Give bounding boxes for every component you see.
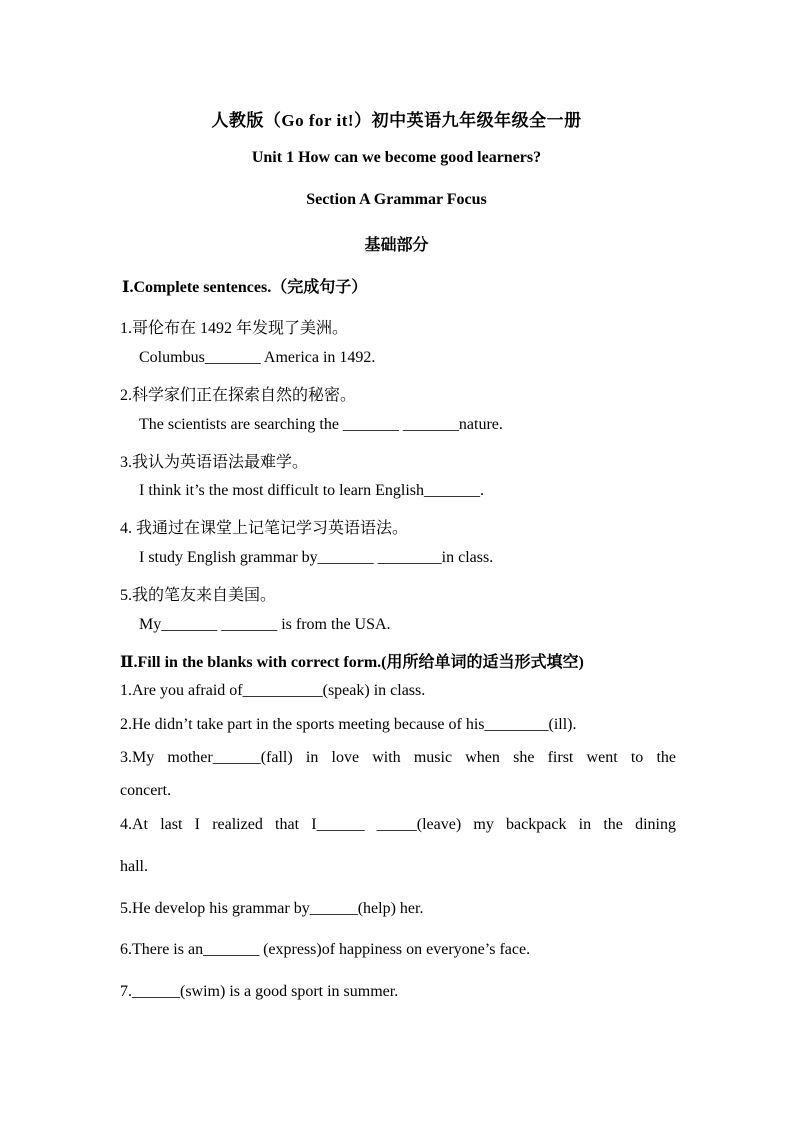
part-title: 基础部分 bbox=[364, 237, 429, 254]
part1-item1-english: Columbus_______ America in 1492. bbox=[139, 349, 376, 366]
part1-item2-english: The scientists are searching the _______ _______nature. bbox=[139, 416, 503, 433]
part2-item2: 2.He didn’t take part in the sports meeting because of his________(ill). bbox=[120, 716, 577, 733]
part1-item4-english: I study English grammar by_______ ________in class. bbox=[139, 549, 494, 566]
part1-item2-chinese: 2.科学家们正在探索自然的秘密。 bbox=[120, 387, 357, 404]
part1-item3-chinese: 3.我认为英语语法最难学。 bbox=[120, 454, 309, 471]
part1-item1-chinese: 1.哥伦布在 1492 年发现了美洲。 bbox=[120, 320, 349, 337]
part2-item4-continued: hall. bbox=[120, 858, 148, 875]
part1-heading: Ⅰ.Complete sentences.（完成句子） bbox=[122, 279, 368, 296]
part2-heading: Ⅱ.Fill in the blanks with correct form.(用所给单词的适当形式填空) bbox=[120, 654, 584, 671]
part1-item4-chinese: 4. 我通过在课堂上记笔记学习英语语法。 bbox=[120, 520, 409, 537]
unit-title: Unit 1 How can we become good learners? bbox=[251, 149, 542, 166]
part1-item5-english: My_______ _______ is from the USA. bbox=[139, 616, 391, 633]
part2-item7: 7.______(swim) is a good sport in summer. bbox=[120, 983, 399, 1000]
part2-item5: 5.He develop his grammar by______(help) her. bbox=[120, 900, 424, 917]
document-title: 人教版（Go for it!）初中英语九年级年级全一册 bbox=[211, 111, 582, 130]
part2-item1: 1.Are you afraid of__________(speak) in class. bbox=[120, 682, 426, 699]
section-title: Section A Grammar Focus bbox=[306, 191, 487, 208]
part2-item3: 3.My mother______(fall) in love with music when she first went to the bbox=[120, 749, 676, 766]
part1-item5-chinese: 5.我的笔友来自美国。 bbox=[120, 587, 277, 604]
part1-item3-english: I think it’s the most difficult to learn English_______. bbox=[139, 482, 485, 499]
part2-item3-continued: concert. bbox=[120, 782, 172, 799]
part2-item6: 6.There is an_______ (express)of happiness on everyone’s face. bbox=[120, 941, 531, 958]
part2-item4: 4.At last I realized that I______ _____(leave) my backpack in the dining bbox=[120, 816, 676, 833]
